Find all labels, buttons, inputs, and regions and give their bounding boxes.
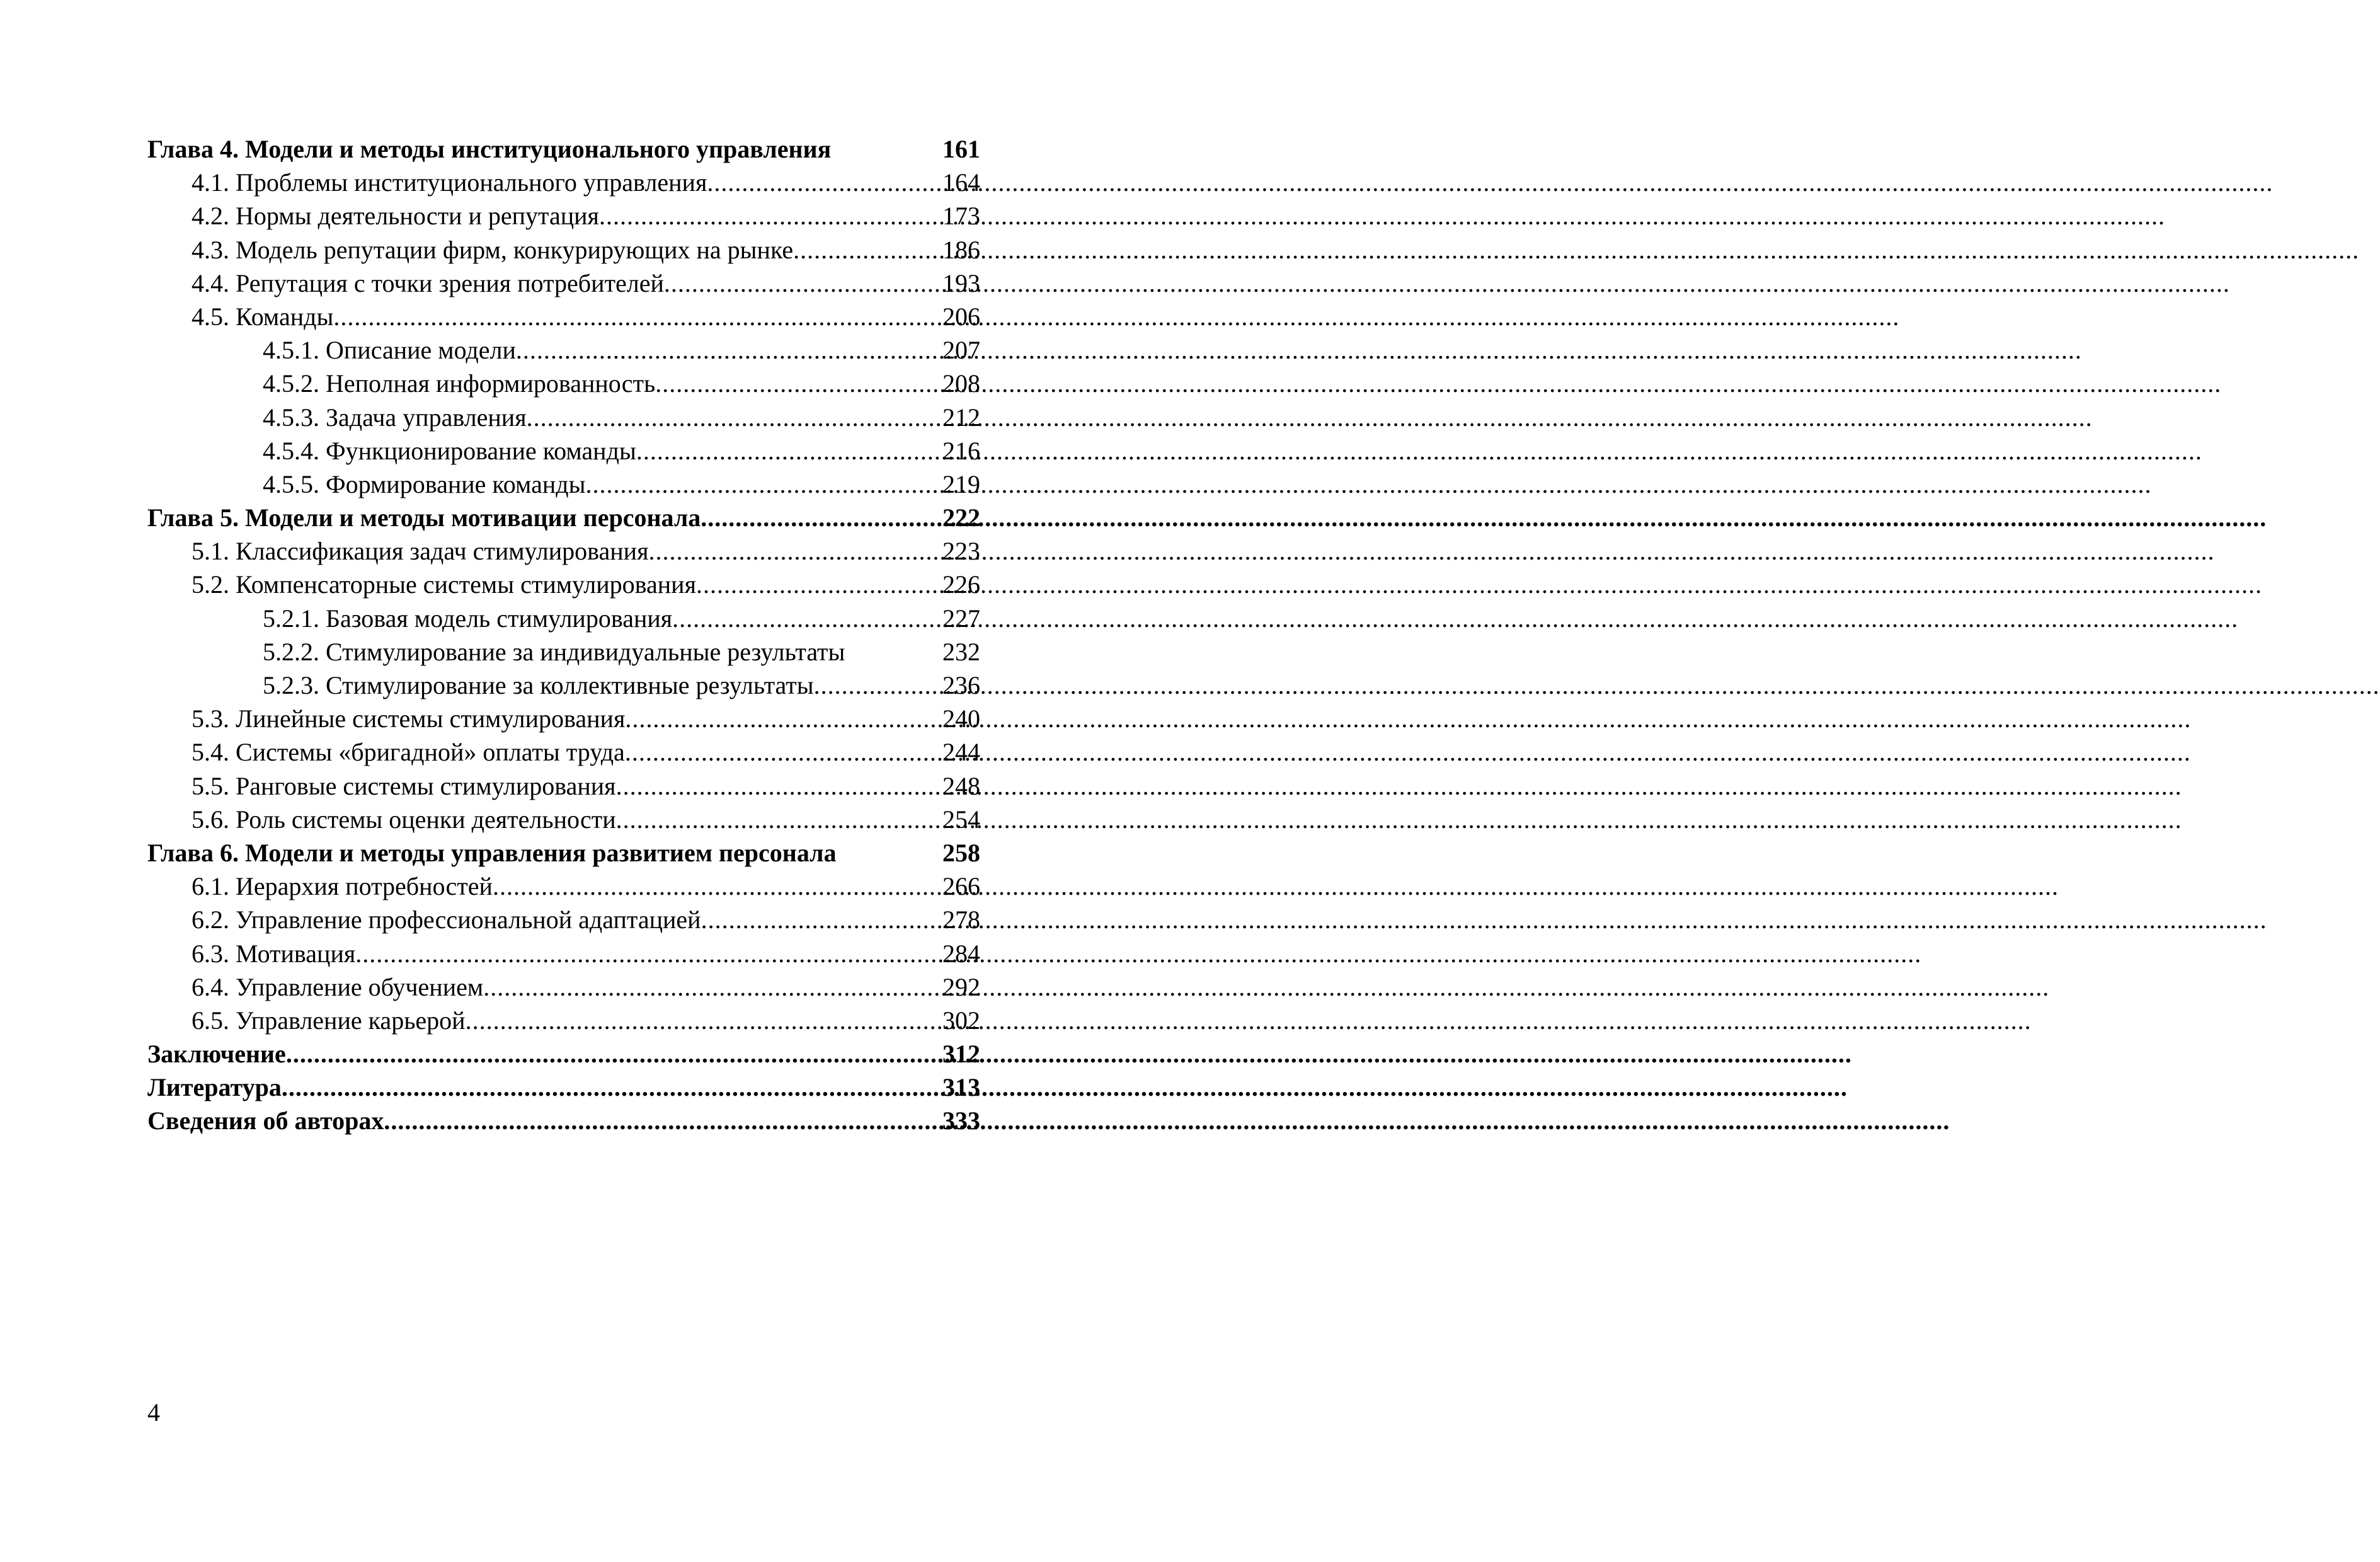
toc-section-entry — [147, 702, 980, 735]
toc-dot-leader — [493, 870, 942, 903]
toc-entry-title: 5.1. Классификация задач стимулирования — [192, 537, 649, 566]
toc-chapter-entry — [147, 836, 980, 870]
toc-dot-leader — [527, 401, 942, 434]
toc-dot-leader — [286, 1037, 942, 1071]
toc-entry-title: 4.2. Нормы деятельности и репутация — [192, 202, 599, 231]
toc-entry-page: 173 — [942, 202, 980, 231]
toc-dot-leader — [616, 803, 942, 836]
toc-entry-title: 4.5. Команды — [192, 302, 334, 331]
toc-entry-title: 6.3. Мотивация — [192, 939, 356, 968]
toc-entry-title: Литература — [147, 1073, 282, 1102]
toc-entry-title: 5.4. Системы «бригадной» оплаты труда — [192, 738, 625, 767]
toc-dot-leader — [793, 233, 942, 267]
toc-entry-title: 5.2.3. Стимулирование за коллективные результаты — [263, 671, 814, 699]
toc-dot-leader — [355, 937, 942, 970]
toc-entry-page: 226 — [942, 570, 980, 599]
toc-dot-leader — [282, 1071, 942, 1104]
toc-dot-leader — [664, 267, 942, 300]
toc-entry-title: 4.3. Модель репутации фирм, конкурирующих на рынке — [192, 235, 794, 264]
toc-entry-page: 206 — [942, 302, 980, 331]
toc-section-entry — [147, 735, 980, 769]
toc-entry-page: 313 — [942, 1073, 980, 1102]
toc-entry-page: 227 — [942, 604, 980, 633]
toc-entry-page: 302 — [942, 1006, 980, 1035]
toc-entry-title: 5.2.2. Стимулирование за индивидуальные результаты — [263, 637, 845, 666]
toc-entry-page: 161 — [942, 135, 980, 163]
toc-entry-title: 4.5.5. Формирование команды — [263, 469, 586, 498]
toc-dot-leader — [655, 367, 942, 400]
toc-dot-leader — [672, 602, 942, 635]
toc-section-entry — [147, 870, 980, 903]
toc-entry-page: 193 — [942, 268, 980, 297]
toc-subsection-entry — [147, 333, 980, 367]
toc-dot-leader — [384, 1104, 942, 1137]
toc-entry-title: 5.5. Ранговые системы стимулирования — [192, 771, 616, 800]
toc-subsection-entry — [147, 367, 980, 400]
toc-entry-title: 5.2.1. Базовая модель стимулирования — [263, 604, 673, 633]
toc-dot-leader — [333, 300, 942, 333]
toc-entry-title: 4.5.3. Задача управления — [263, 403, 527, 432]
toc-section-entry — [147, 769, 980, 803]
toc-entry-title: 6.5. Управление карьерой — [192, 1006, 466, 1035]
toc-chapter-entry — [147, 1071, 980, 1104]
toc-section-entry — [147, 937, 980, 970]
toc-entry-title: Глава 4. Модели и методы институционального управления — [147, 135, 832, 163]
toc-section-entry — [147, 568, 980, 601]
toc-entry-title: Заключение — [147, 1040, 286, 1069]
toc-subsection-entry — [147, 602, 980, 635]
toc-section-entry — [147, 267, 980, 300]
toc-dot-leader — [636, 434, 942, 468]
toc-dot-leader — [625, 735, 942, 769]
toc-dot-leader — [616, 769, 942, 803]
toc-entry-title: 6.4. Управление обучением — [192, 972, 484, 1001]
toc-subsection-entry — [147, 401, 980, 434]
toc-entry-page: 207 — [942, 336, 980, 365]
toc-section-entry — [147, 534, 980, 568]
toc-entry-title: 6.2. Управление профессиональной адаптацией — [192, 905, 701, 934]
toc-section-entry — [147, 903, 980, 936]
toc-subsection-entry — [147, 635, 980, 669]
toc-entry-page: 254 — [942, 805, 980, 834]
toc-section-entry — [147, 166, 980, 199]
toc-dot-leader — [649, 534, 943, 568]
toc-entry-page: 232 — [942, 637, 980, 666]
toc-dot-leader — [466, 1004, 942, 1037]
toc-entry-page: 312 — [942, 1040, 980, 1069]
toc-entry-page: 244 — [942, 738, 980, 767]
toc-section-entry — [147, 970, 980, 1004]
toc-section-entry — [147, 199, 980, 233]
toc-dot-leader — [814, 669, 942, 702]
toc-dot-leader — [701, 903, 942, 936]
toc-entry-title: 6.1. Иерархия потребностей — [192, 872, 493, 901]
toc-entry-page: 284 — [942, 939, 980, 968]
toc-entry-page: 219 — [942, 469, 980, 498]
toc-entry-title: 4.5.1. Описание модели — [263, 336, 516, 365]
toc-subsection-entry — [147, 434, 980, 468]
toc-chapter-entry — [147, 501, 980, 534]
table-of-contents — [147, 132, 980, 1138]
toc-entry-title: 5.3. Линейные системы стимулирования — [192, 704, 626, 733]
toc-entry-page: 258 — [942, 838, 980, 867]
toc-subsection-entry — [147, 669, 980, 702]
toc-entry-title: 4.4. Репутация с точки зрения потребителей — [192, 268, 664, 297]
toc-entry-title: Глава 5. Модели и методы мотивации персонала — [147, 503, 701, 532]
toc-dot-leader — [707, 166, 942, 199]
toc-entry-page: 266 — [942, 872, 980, 901]
toc-entry-page: 292 — [942, 972, 980, 1001]
toc-section-entry — [147, 300, 980, 333]
toc-entry-page: 240 — [942, 704, 980, 733]
toc-dot-leader — [696, 568, 942, 601]
toc-subsection-entry — [147, 468, 980, 501]
toc-entry-title: Глава 6. Модели и методы управления развитием персонала — [147, 838, 837, 867]
toc-dot-leader — [625, 702, 942, 735]
toc-entry-title: 4.5.4. Функционирование команды — [263, 436, 636, 465]
toc-entry-title: 5.2. Компенсаторные системы стимулирования — [192, 570, 696, 599]
toc-entry-page: 164 — [942, 168, 980, 197]
page-number: 4 — [147, 1398, 160, 1427]
toc-entry-page: 278 — [942, 905, 980, 934]
toc-entry-title: 4.5.2. Неполная информированность — [263, 369, 656, 398]
toc-entry-page: 208 — [942, 369, 980, 398]
toc-chapter-entry — [147, 132, 980, 166]
toc-dot-leader — [585, 468, 942, 501]
toc-dot-leader — [516, 333, 942, 367]
toc-entry-title: 4.1. Проблемы институционального управления — [192, 168, 707, 197]
toc-entry-page: 186 — [942, 235, 980, 264]
toc-entry-page: 236 — [942, 671, 980, 699]
toc-section-entry — [147, 1004, 980, 1037]
toc-dot-leader — [483, 970, 942, 1004]
toc-section-entry — [147, 233, 980, 267]
toc-chapter-entry — [147, 1104, 980, 1137]
toc-dot-leader — [599, 199, 942, 233]
toc-entry-title: Сведения об авторах — [147, 1106, 384, 1135]
toc-section-entry — [147, 803, 980, 836]
toc-entry-title: 5.6. Роль системы оценки деятельности — [192, 805, 616, 834]
toc-entry-page: 222 — [942, 503, 980, 532]
toc-entry-page: 216 — [942, 436, 980, 465]
toc-entry-page: 212 — [942, 403, 980, 432]
toc-entry-page: 223 — [942, 537, 980, 566]
toc-chapter-entry — [147, 1037, 980, 1071]
toc-entry-page: 333 — [942, 1106, 980, 1135]
toc-dot-leader — [701, 501, 942, 534]
toc-entry-page: 248 — [942, 771, 980, 800]
